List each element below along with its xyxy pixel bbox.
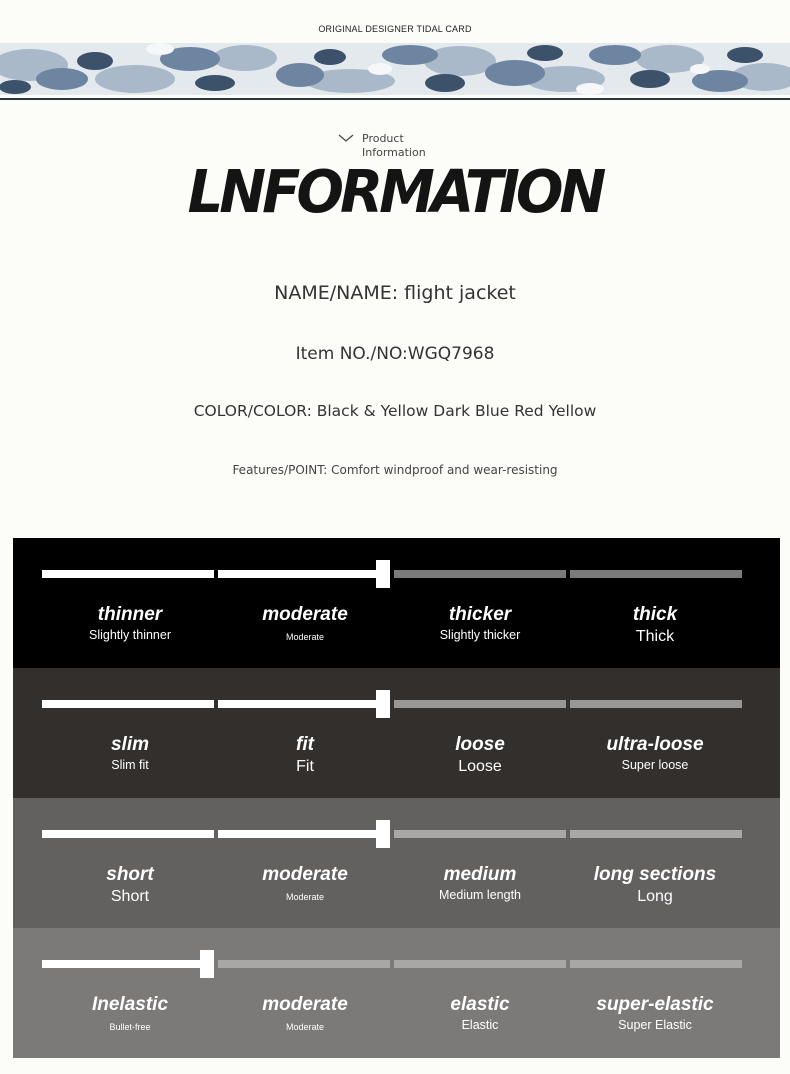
level-description: Medium length [439, 888, 521, 902]
product-item-number: Item NO./NO:WGQ7968 [295, 344, 495, 364]
level-description: Loose [458, 758, 502, 775]
scale-level [43, 864, 218, 907]
scale-segment [42, 960, 214, 968]
scale-segment [42, 570, 214, 578]
attribute-band [13, 668, 780, 798]
level-description: Bullet-free [109, 1022, 151, 1032]
sub-heading-line2: Information [362, 146, 426, 159]
scale-segment [42, 700, 214, 708]
scale-level [43, 734, 218, 772]
attribute-band [13, 928, 780, 1058]
scale-segment [570, 830, 742, 838]
scale-segment [42, 830, 214, 838]
chevron-down-icon [338, 133, 354, 143]
scale-level [568, 604, 743, 647]
level-description: Elastic [461, 1018, 499, 1032]
level-description: Super loose [621, 758, 689, 772]
product-colors: COLOR/COLOR: Black & Yellow Dark Blue Red Yellow [193, 402, 597, 420]
level-label: moderate [262, 604, 348, 625]
level-description: Slim fit [111, 758, 149, 772]
scale-level [568, 864, 743, 907]
level-label: thick [632, 604, 678, 625]
level-label: Inelastic [91, 994, 169, 1015]
level-description: Moderate [285, 892, 325, 902]
level-description: Long [637, 888, 673, 905]
level-label: super-elastic [596, 994, 714, 1015]
header-divider [0, 98, 790, 100]
level-label: long sections [593, 864, 717, 885]
level-label: ultra-loose [606, 734, 704, 755]
camouflage-banner [0, 43, 790, 95]
attribute-chart [13, 538, 780, 1058]
level-label: moderate [262, 994, 348, 1015]
scale-segment [394, 700, 566, 708]
scale-level [218, 604, 393, 644]
level-label: medium [443, 864, 517, 885]
scale-segment [394, 830, 566, 838]
scale-level [568, 994, 743, 1032]
page-title: LNFORMATION [187, 158, 603, 227]
scale-marker [200, 950, 214, 978]
scale-segment [218, 830, 390, 838]
scale-marker [376, 690, 390, 718]
scale-track [42, 700, 743, 708]
scale-level [393, 734, 568, 777]
scale-segment [570, 960, 742, 968]
level-description: Thick [635, 628, 675, 645]
scale-level [568, 734, 743, 772]
scale-segment [570, 570, 742, 578]
sub-heading-line1: Product [362, 132, 404, 145]
level-description: Moderate [285, 632, 325, 642]
level-label: elastic [450, 994, 510, 1015]
top-label: ORIGINAL DESIGNER TIDAL CARD [318, 24, 472, 34]
product-features: Features/POINT: Comfort windproof and wear-resisting [232, 463, 558, 477]
scale-marker [376, 560, 390, 588]
scale-level [393, 604, 568, 642]
scale-segment [218, 570, 390, 578]
level-label: moderate [262, 864, 348, 885]
level-description: Short [110, 888, 150, 905]
level-label: thicker [448, 604, 512, 625]
scale-track [42, 570, 743, 578]
scale-level [393, 994, 568, 1032]
scale-level [218, 864, 393, 904]
level-label: short [106, 864, 154, 885]
level-description: Moderate [285, 1022, 325, 1032]
scale-level [218, 734, 393, 777]
scale-segment [218, 700, 390, 708]
level-description: Fit [296, 758, 314, 775]
attribute-band [13, 798, 780, 928]
scale-segment [570, 700, 742, 708]
scale-level [43, 994, 218, 1034]
scale-level [393, 864, 568, 902]
scale-segment [394, 570, 566, 578]
level-description: Slightly thicker [439, 628, 521, 642]
level-label: slim [110, 734, 150, 755]
scale-segment [218, 960, 390, 968]
level-label: thinner [97, 604, 163, 625]
level-description: Slightly thinner [89, 628, 171, 642]
level-label: fit [296, 734, 314, 755]
scale-track [42, 830, 743, 838]
scale-track [42, 960, 743, 968]
level-description: Super Elastic [618, 1018, 692, 1032]
scale-segment [394, 960, 566, 968]
scale-level [43, 604, 218, 642]
level-label: loose [455, 734, 505, 755]
scale-level [218, 994, 393, 1034]
scale-marker [376, 820, 390, 848]
product-name: NAME/NAME: flight jacket [274, 282, 516, 304]
attribute-band [13, 538, 780, 668]
